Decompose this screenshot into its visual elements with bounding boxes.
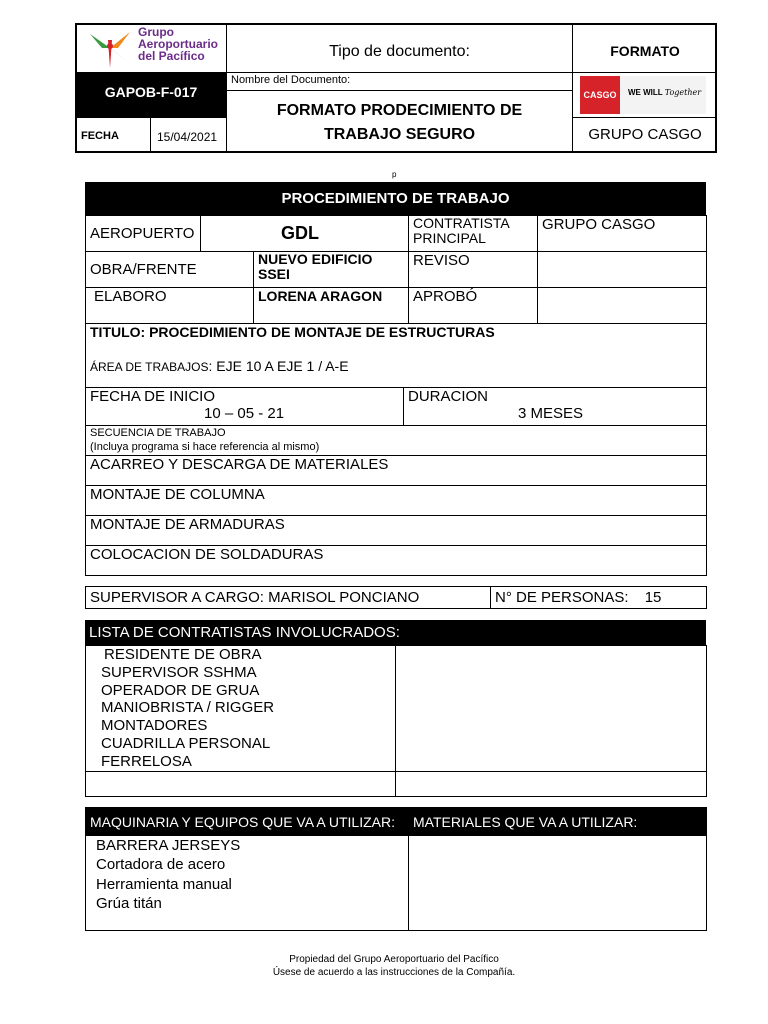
fecha-inicio-value: 10 – 05 - 21 [204,405,285,422]
footer-line-2: Úsese de acuerdo a las instrucciones de la Compañía. [272,967,516,978]
supervisor-table [85,586,707,609]
doc-code-text: GAPOB-F-017 [104,84,198,100]
maquinaria-item: BARRERA JERSEYS [96,837,241,854]
personas-value: 15 [644,589,662,606]
area-label: ÁREA DE TRABAJOS [90,360,209,374]
stray-mark: p [392,170,397,179]
contratistas-empty [396,771,707,796]
aeropuerto-value: GDL [201,216,409,252]
maquinaria-title: MAQUINARIA Y EQUIPOS QUE VA A UTILIZAR: [86,808,409,836]
gap-logo-icon [84,26,136,70]
supervisor-label: SUPERVISOR A CARGO: [90,589,264,606]
footer-line-1: Propiedad del Grupo Aeroportuario del Pacífico [289,954,499,965]
doc-type-label: Tipo de documento: [329,43,470,60]
maquinaria-list [86,836,409,931]
contratista-item: FERRELOSA [101,752,192,770]
aeropuerto-label: AEROPUERTO [86,216,201,252]
titulo-cell [86,324,707,388]
header-divider [150,117,151,153]
header-divider [226,90,572,91]
secuencia-item: COLOCACION DE SOLDADURAS [86,546,707,576]
aprobo-label: APROBÓ [409,288,538,324]
fecha-label: FECHA [81,130,119,142]
procedimiento-table [85,215,707,576]
contratista-item: RESIDENTE DE OBRA [104,646,262,663]
contratistas-empty [86,771,396,796]
contratista-item: OPERADOR DE GRUA [101,681,260,699]
casgo-logo-box: CASGO [580,76,620,114]
doc-name-label: Nombre del Documento: [231,74,351,86]
contratista-value: GRUPO CASGO [538,216,707,252]
gap-logo-text: Grupo Aeroportuario del Pacífico [138,25,219,63]
area-row: ÁREA DE TRABAJOS: EJE 10 A EJE 1 / A-E [90,358,349,374]
fecha-inicio-label: FECHA DE INICIO [90,388,216,405]
gap-logo [82,25,224,71]
maquinaria-item: Herramienta manual [96,875,232,893]
reviso-label: REVISO [409,252,538,288]
footer [0,953,768,979]
contratista-item: SUPERVISOR SSHMA [101,663,257,681]
procedimiento-title: PROCEDIMIENTO DE TRABAJO [85,182,706,215]
titulo: TITULO: PROCEDIMIENTO DE MONTAJE DE ESTRUCTURAS [90,324,495,340]
secuencia-item: ACARREO Y DESCARGA DE MATERIALES [86,456,707,486]
fecha-inicio-cell [86,388,404,426]
duracion-label: DURACION [408,388,489,405]
obra-value: NUEVO EDIFICIO SSEI [254,252,409,288]
header-divider [572,117,717,118]
contratista-label: CONTRATISTA PRINCIPAL [409,216,538,252]
contratista-item: MANIOBRISTA / RIGGER [101,699,275,717]
maquinaria-item: Cortadora de acero [96,856,226,874]
contratistas-table [85,645,707,797]
personas-cell [491,587,707,609]
company-name: GRUPO CASGO [588,126,702,143]
supervisor-name: MARISOL PONCIANO [268,589,420,606]
secuencia-item: MONTAJE DE ARMADURAS [86,516,707,546]
supervisor-cell [86,587,491,609]
maquinaria-item: Grúa titán [96,894,162,912]
aprobo-value [538,288,707,324]
contratista-item: MONTADORES [101,717,208,735]
equipos-table [85,807,707,931]
doc-code [76,73,226,117]
materiales-title: MATERIALES QUE VA A UTILIZAR: [409,808,707,836]
materiales-list [409,836,707,931]
personas-label: N° DE PERSONAS: [495,589,629,606]
reviso-value [538,252,707,288]
doc-type-value: FORMATO [610,43,680,59]
elaboro-label: ELABORO [86,288,254,324]
contratistas-list [86,646,396,772]
duracion-value: 3 MESES [518,405,584,422]
obra-label: OBRA/FRENTE [86,252,254,288]
contratistas-title: LISTA DE CONTRATISTAS INVOLUCRADOS: [85,620,706,645]
area-value: EJE 10 A EJE 1 / A-E [216,358,349,374]
secuencia-header: SECUENCIA DE TRABAJO (Incluya programa si hace referencia al mismo) [86,426,707,456]
contratistas-empty [396,646,707,772]
doc-name: FORMATO PRODECIMIENTO DE TRABAJO SEGURO [276,102,523,143]
casgo-logo [580,76,706,114]
duracion-cell [404,388,707,426]
casgo-slogan: WE WILL Together [628,88,702,97]
fecha-value: 15/04/2021 [157,130,218,144]
contratista-item: CUADRILLA PERSONAL [101,734,271,752]
elaboro-value: LORENA ARAGON [254,288,409,324]
secuencia-item: MONTAJE DE COLUMNA [86,486,707,516]
